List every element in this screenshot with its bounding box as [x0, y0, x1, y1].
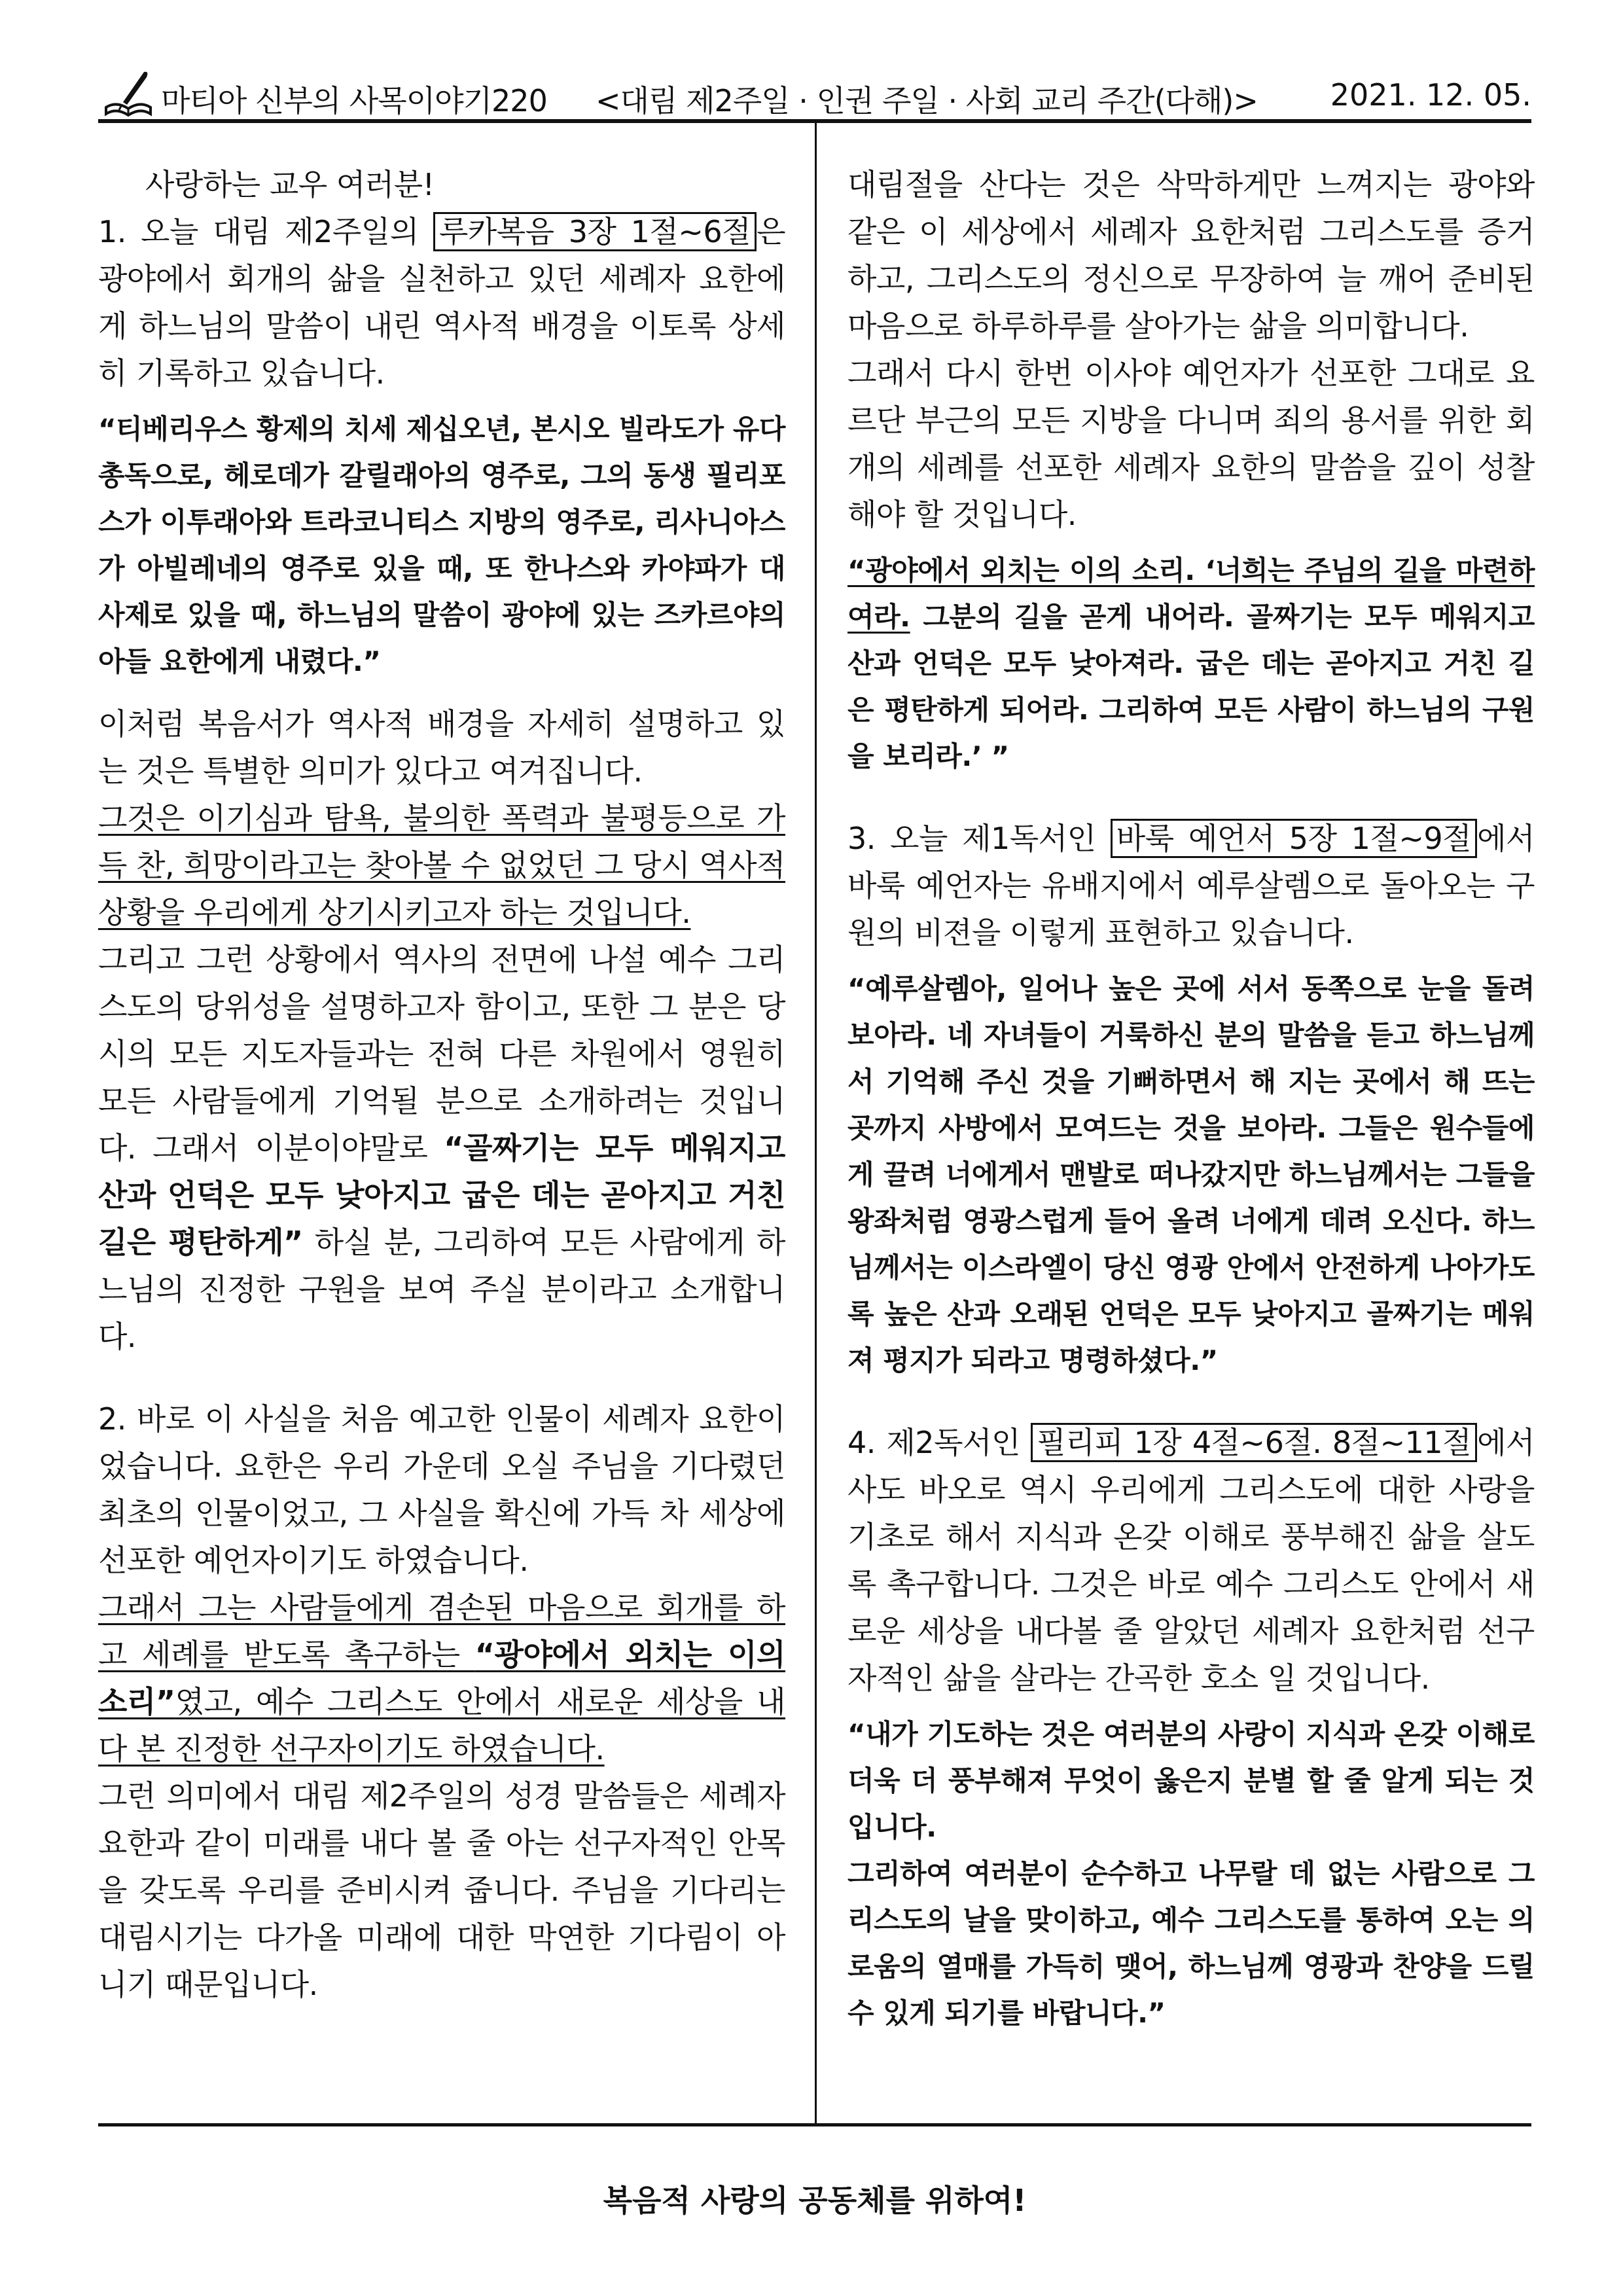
- section-2-intro: 2. 바로 이 사실을 처음 예고한 인물이 세례자 요한이었습니다. 요한은 우리 가운데 오실 주님을 기다렸던 최초의 인물이었고, 그 사실을 확신에 가득 차 세상에 선포한 예언자이기도 하였습니다.: [98, 1401, 785, 1578]
- section-1-body: [98, 936, 785, 1360]
- section-1-intro: [98, 208, 785, 397]
- issue-date: 2021. 12. 05.: [1330, 77, 1531, 113]
- philippians-quote-2: 그리하여 여러분이 순수하고 나무랄 데 없는 사람으로 그리스도의 날을 맞이하고, 예수 그리스도를 통하여 오는 의로움의 열매를 가득히 맺어, 하느님께 영광과 찬양을 드릴 수 있게 되기를 바랍니다.”: [847, 1857, 1535, 2029]
- section-3-text-cont: 에서 바룩 예언자는 유배지에서 예루살렘으로 돌아오는 구원의 비젼을 이렇게 표현하고 있습니다.: [847, 821, 1535, 950]
- section-1-underlined: 그것은 이기심과 탐욕, 불의한 폭력과 불평등으로 가득 찬, 희망이라고는 찾아볼 수 없었던 그 당시 역사적 상황을 우리에게 상기시키고자 하는 것입니다.: [98, 800, 785, 930]
- section-2-body: 그런 의미에서 대림 제2주일의 성경 말씀들은 세례자 요한과 같이 미래를 내다 볼 줄 아는 선구자적인 안목을 갖도록 우리를 준비시켜 줍니다. 주님을 기다리는 대림시기는 다가올 미래에 대한 막연한 기다림이 아니기 때문입니다.: [98, 1778, 785, 2002]
- scripture-ref-baruch: 바룩 예언서 5장 1절~9절: [1111, 819, 1477, 858]
- left-column: [98, 161, 785, 2008]
- section-3-intro: [847, 815, 1535, 956]
- section-1-bold-quote: “골짜기는 모두 메워지고 산과 언덕은 모두 낮아지고 굽은 데는 곧아지고 거친 길은 평탄하게”: [98, 1130, 785, 1260]
- section-1-body-text: 그리고 그런 상황에서 역사의 전면에 나설 예수 그리스도의 당위성을 설명하고자 함이고, 또한 그 분은 당시의 모든 지도자들과는 전혀 다른 차원에서 영원히 모든 사람들에게 기억될 분으로 소개하려는 것입니다. 그래서 이분이야말로: [98, 942, 785, 1166]
- section-1-text-cont: 은 광야에서 회개의 삶을 실천하고 있던 세례자 요한에게 하느님의 말씀이 내린 역사적 배경을 이토록 상세히 기록하고 있습니다.: [98, 214, 785, 391]
- section-1-para: 이처럼 복음서가 역사적 배경을 자세히 설명하고 있는 것은 특별한 의미가 있다고 여겨집니다.: [98, 706, 785, 789]
- baruch-quote: “예루살렘아, 일어나 높은 곳에 서서 동쪽으로 눈을 돌려 보아라. 네 자녀들이 거룩하신 분의 말씀을 듣고 하느님께서 기억해 주신 것을 기뻐하면서 해 지는 곳에서 해 뜨는 곳까지 사방에서 모여드는 것을 보아라. 그들은 원수들에게 끌려 너에게서 맨발로 떠나갔지만 하느님께서는 그들을 왕좌처럼 영광스럽게 들어 올려 너에게 데려 오신다. 하느님께서는 이스라엘이 당신 영광 안에서 안전하게 나아가도록 높은 산과 오래된 언덕은 모두 낮아지고 골짜기는 메워져 평지가 되라고 명령하셨다.”: [847, 973, 1535, 1376]
- philippians-quote-1: “내가 기도하는 것은 여러분의 사랑이 지식과 온갖 이해로 더욱 더 풍부해져 무엇이 옳은지 분별 할 줄 알게 되는 것입니다.: [847, 1718, 1535, 1843]
- section-3-text: 3. 오늘 제1독서인: [847, 821, 1111, 856]
- isaiah-quote-rest: 그분의 길을 곧게 내어라. 골짜기는 모두 메워지고 산과 언덕은 모두 낮아져라. 굽은 데는 곧아지고 거친 길은 평탄하게 되어라. 그리하여 모든 사람이 하느님의 구원을 보리라.’ ”: [847, 601, 1535, 772]
- section-1-body-end: 하실 분, 그리하여 모든 사람에게 하느님의 진정한 구원을 보여 주실 분이라고 소개합니다.: [98, 1225, 785, 1354]
- isaiah-quote-underlined: “광야에서 외치는 이의 소리. ‘너희는 주님의 길을 마련하여라.: [847, 554, 1535, 633]
- section-2-underlined: [98, 1584, 785, 1772]
- section-4-text-cont: 에서 사도 바오로 역시 우리에게 그리스도에 대한 사랑을 기초로 해서 지식과 온갖 이해로 풍부해진 삶을 살도록 촉구합니다. 그것은 바로 예수 그리스도 안에서 새로운 세상을 내다볼 줄 알았던 세례자 요한처럼 선구자적인 삶을 살라는 간곡한 호소 일 것입니다.: [847, 1425, 1535, 1696]
- section-1-text: 1. 오늘 대림 제2주일의: [98, 214, 433, 249]
- reflection-para: 그래서 다시 한번 이사야 예언자가 선포한 그대로 요르단 부근의 모든 지방을 다니며 죄의 용서를 위한 회개의 세례를 선포한 세례자 요한의 말씀을 깊이 성찰해야 할 것입니다.: [847, 355, 1535, 532]
- gospel-quote: “티베리우스 황제의 치세 제십오년, 본시오 빌라도가 유다 총독으로, 헤로데가 갈릴래아의 영주로, 그의 동생 필리포스가 이투래아와 트라코니티스 지방의 영주로, 리사니아스가 아빌레네의 영주로 있을 때, 또 한나스와 카야파가 대사제로 있을 때, 하느님의 말씀이 광야에 있는 즈카르야의 아들 요한에게 내렸다.”: [98, 413, 785, 677]
- scripture-ref-gospel: 루카복음 3장 1절~6절: [433, 212, 757, 251]
- page-header: [98, 68, 1531, 123]
- book-quill-icon: [103, 68, 153, 120]
- right-column: [847, 161, 1535, 2036]
- greeting: 사랑하는 교우 여러분!: [145, 167, 435, 202]
- scripture-ref-philippians: 필리피 1장 4절~6절. 8절~11절: [1031, 1423, 1477, 1462]
- isaiah-quote: [847, 547, 1535, 780]
- column-divider: [815, 122, 817, 2123]
- section-4-text: 4. 제2독서인: [847, 1425, 1031, 1460]
- newsletter-title: 마티아 신부의 사목이야기220: [161, 83, 547, 118]
- section-2-underlined-end: 였고, 예수 그리스도 안에서 새로운 세상을 내다 본 진정한 선구자이기도 하였습니다.: [98, 1684, 785, 1767]
- section-4-intro: [847, 1419, 1535, 1702]
- footer-divider: [98, 2123, 1531, 2126]
- footer-motto: 복음적 사랑의 공동체를 위하여!: [603, 2183, 1027, 2218]
- advent-meaning-para: 대림절을 산다는 것은 삭막하게만 느껴지는 광야와 같은 이 세상에서 세례자 요한처럼 그리스도를 증거하고, 그리스도의 정신으로 무장하여 늘 깨어 준비된 마음으로 하루하루를 살아가는 삶을 의미합니다.: [847, 167, 1535, 344]
- section-2-underlined-text: 그래서 그는 사람들에게 겸손된 마음으로 회개를 하고 세례를 받도록 촉구하는: [98, 1590, 785, 1672]
- section-2-bold-quote: “광야에서 외치는 이의 소리”: [98, 1637, 785, 1719]
- liturgical-title: <대림 제2주일 · 인권 주일 · 사회 교리 주간(다해)>: [596, 83, 1258, 118]
